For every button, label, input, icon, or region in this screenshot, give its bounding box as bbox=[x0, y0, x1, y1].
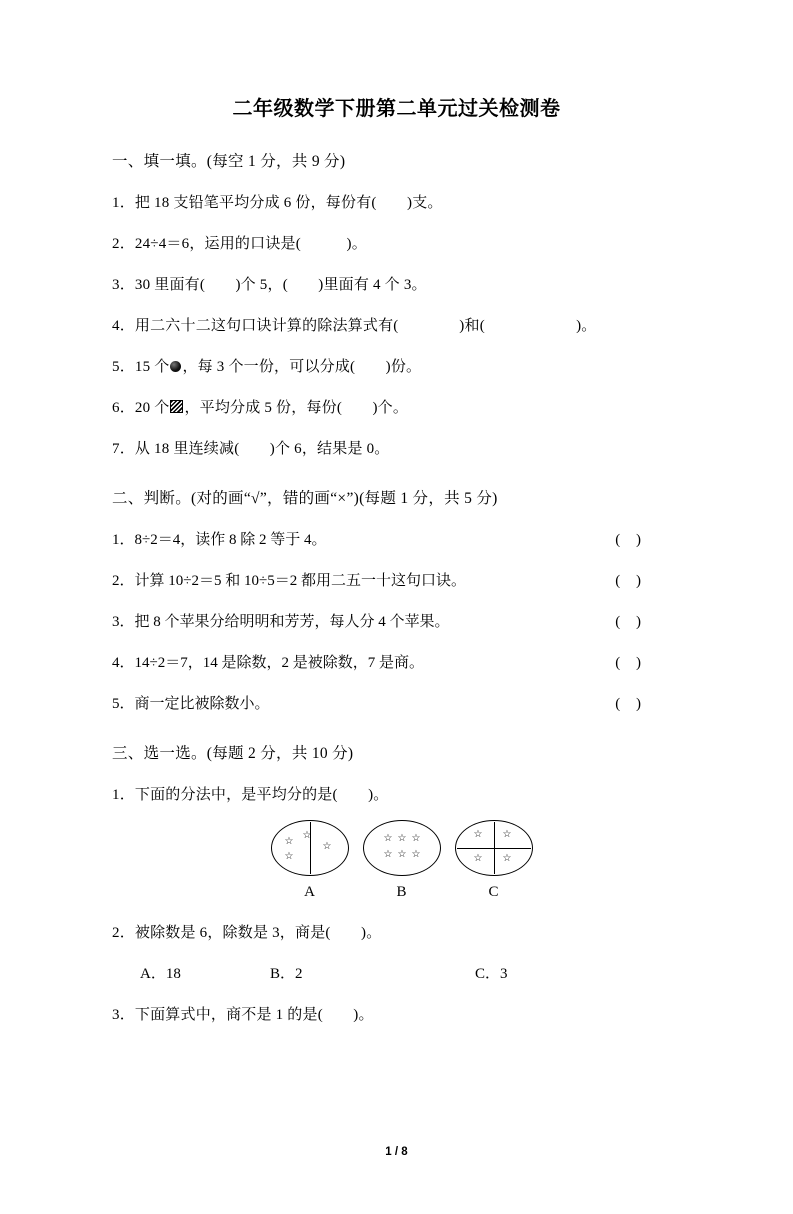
figure-option-c[interactable] bbox=[455, 820, 533, 876]
section-heading-fill: 一、填一填。(每空 1 分，共 9 分) bbox=[112, 153, 346, 170]
hatched-square-icon bbox=[170, 400, 183, 413]
judge-answer-box-2[interactable]: ( ) bbox=[615, 573, 647, 589]
figure-label-b: B bbox=[396, 884, 407, 900]
star-icon: ☆ bbox=[383, 849, 393, 860]
judge-answer-box-1[interactable]: ( ) bbox=[615, 532, 647, 548]
choice-question-2: 2．被除数是 6，除数是 3，商是( )。 bbox=[112, 925, 382, 941]
fill-question-4: 4．用二六十二这句口诀计算的除法算式有( )和( )。 bbox=[112, 318, 597, 334]
judge-answer-box-5[interactable]: ( ) bbox=[615, 696, 647, 712]
fill-question-5-text-b: ，每 3 个一份，可以分成( )份。 bbox=[182, 359, 422, 375]
figure-labels bbox=[112, 884, 681, 901]
choice-option-a[interactable]: A．18 bbox=[140, 966, 181, 982]
fill-question-6-text-a: 6．20 个 bbox=[112, 400, 170, 416]
figure-option-b[interactable] bbox=[363, 820, 441, 876]
fill-question-3: 3．30 里面有( )个 5，( )里面有 4 个 3。 bbox=[112, 277, 427, 293]
fill-question-5-text-a: 5．15 个 bbox=[112, 359, 170, 375]
judge-answer-box-4[interactable]: ( ) bbox=[615, 655, 647, 671]
choice-figures bbox=[112, 820, 681, 876]
page-title: 二年级数学下册第二单元过关检测卷 bbox=[232, 98, 561, 120]
judge-question-4-text: 4．14÷2＝7，14 是除数，2 是被除数，7 是商。 bbox=[112, 655, 424, 671]
choice-option-b[interactable]: B．2 bbox=[270, 966, 303, 982]
choice-question-2-options bbox=[112, 962, 681, 983]
star-icon: ☆ bbox=[322, 841, 332, 852]
choice-option-c[interactable]: C．3 bbox=[475, 966, 508, 982]
stars-group bbox=[363, 820, 441, 876]
choice-question-3: 3．下面算式中，商不是 1 的是( )。 bbox=[112, 1007, 374, 1023]
fill-question-1: 1．把 18 支铅笔平均分成 6 份，每份有( )支。 bbox=[112, 195, 443, 211]
judge-question-5-text: 5．商一定比被除数小。 bbox=[112, 696, 270, 712]
stars-group bbox=[271, 820, 349, 876]
fill-question-6 bbox=[112, 396, 681, 417]
star-icon: ☆ bbox=[397, 849, 407, 860]
fill-question-2: 2．24÷4＝6，运用的口诀是( )。 bbox=[112, 236, 367, 252]
figure-option-a[interactable] bbox=[271, 820, 349, 876]
judge-question-2-text: 2．计算 10÷2＝5 和 10÷5＝2 都用二五一十这句口诀。 bbox=[112, 573, 466, 589]
judge-question-1 bbox=[112, 528, 681, 549]
judge-answer-box-3[interactable]: ( ) bbox=[615, 614, 647, 630]
fill-question-5 bbox=[112, 355, 681, 376]
fill-question-6-text-b: ，平均分成 5 份，每份( )个。 bbox=[184, 400, 409, 416]
star-icon: ☆ bbox=[284, 836, 294, 847]
circle-dot-icon bbox=[170, 361, 181, 372]
star-icon: ☆ bbox=[302, 830, 312, 841]
judge-question-1-text: 1．8÷2＝4，读作 8 除 2 等于 4。 bbox=[112, 532, 327, 548]
star-icon: ☆ bbox=[411, 849, 421, 860]
page-number: 1 / 8 bbox=[385, 1146, 408, 1158]
exam-page bbox=[0, 92, 793, 1214]
choice-question-1: 1．下面的分法中，是平均分的是( )。 bbox=[112, 787, 389, 803]
star-icon: ☆ bbox=[397, 833, 407, 844]
judge-question-2 bbox=[112, 569, 681, 590]
judge-question-5 bbox=[112, 692, 681, 713]
star-icon: ☆ bbox=[411, 833, 421, 844]
star-icon: ☆ bbox=[284, 851, 294, 862]
judge-question-4 bbox=[112, 651, 681, 672]
figure-label-a: A bbox=[304, 884, 315, 900]
star-icon: ☆ bbox=[502, 853, 512, 864]
section-heading-choice: 三、选一选。(每题 2 分，共 10 分) bbox=[112, 745, 354, 762]
figure-label-c: C bbox=[488, 884, 499, 900]
star-icon: ☆ bbox=[473, 853, 483, 864]
fill-question-7: 7．从 18 里连续减( )个 6，结果是 0。 bbox=[112, 441, 390, 457]
judge-question-3-text: 3．把 8 个苹果分给明明和芳芳，每人分 4 个苹果。 bbox=[112, 614, 450, 630]
star-icon: ☆ bbox=[502, 829, 512, 840]
stars-group bbox=[455, 820, 533, 876]
star-icon: ☆ bbox=[473, 829, 483, 840]
judge-question-3 bbox=[112, 610, 681, 631]
section-heading-judge: 二、判断。(对的画“√”，错的画“×”)(每题 1 分，共 5 分) bbox=[112, 490, 498, 507]
star-icon: ☆ bbox=[383, 833, 393, 844]
